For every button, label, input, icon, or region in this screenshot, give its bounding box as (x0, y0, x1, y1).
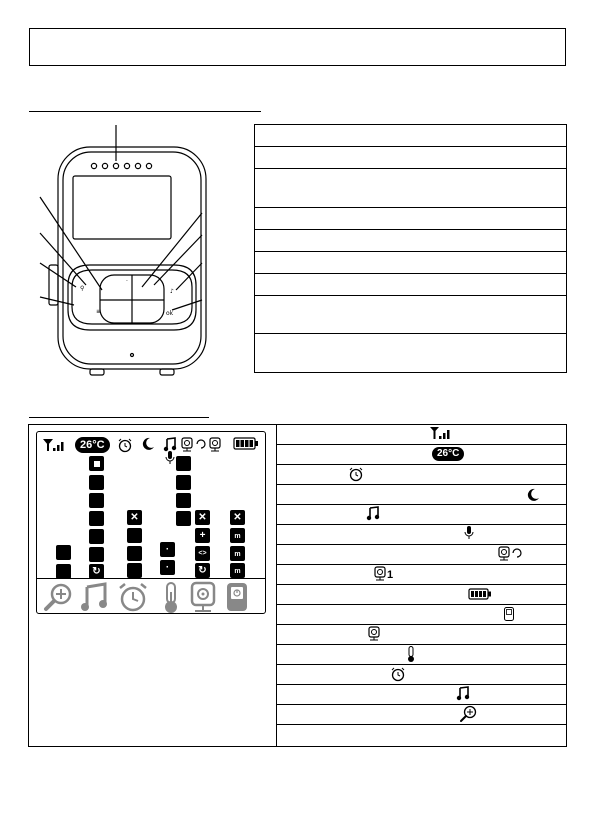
music-note-icon (366, 506, 380, 521)
moon-icon (526, 488, 540, 502)
volume-level-square (89, 493, 104, 508)
cycle-square: ↻ (89, 564, 104, 579)
table-row (255, 229, 566, 252)
table-row (255, 333, 566, 374)
mic-level-square (176, 493, 191, 508)
list-item (276, 665, 566, 685)
alarm-clock-icon (117, 581, 149, 613)
close-square: ✕ (195, 510, 210, 525)
thermometer-icon (406, 646, 416, 663)
signal-strength-icon (43, 438, 67, 452)
music-note-icon (163, 437, 177, 452)
volume-level-square (89, 511, 104, 526)
microphone-icon (464, 526, 474, 541)
parent-unit-illustration (30, 125, 252, 380)
m-square: m (230, 563, 245, 578)
table-row (255, 125, 566, 147)
alarm-clock-icon (348, 466, 364, 482)
list-item (276, 605, 566, 625)
list-item (276, 445, 566, 465)
m-square: m (230, 528, 245, 543)
table-row (255, 207, 566, 230)
list-item (276, 545, 566, 565)
list-item (276, 625, 566, 645)
parent-unit-icon (226, 582, 248, 612)
svg-text:ok: ok (166, 310, 174, 317)
svg-text:⚲: ⚲ (80, 285, 85, 292)
level-square (56, 545, 71, 560)
level-square (127, 546, 142, 561)
cycle-square: ↻ (195, 563, 210, 578)
table-row (255, 295, 566, 334)
moon-icon (141, 437, 155, 451)
mic-level-square (176, 511, 191, 526)
volume-level-square (89, 529, 104, 544)
swap-square: <> (195, 546, 210, 561)
signal-strength-icon (430, 426, 452, 440)
camera-icon (368, 626, 382, 642)
volume-level-square (89, 547, 104, 562)
music-note-icon (79, 582, 109, 612)
menu-divider (37, 578, 265, 579)
lcd-screen (36, 431, 266, 614)
mic-level-square (176, 475, 191, 490)
table-row (255, 251, 566, 274)
list-item (276, 505, 566, 525)
table-row (255, 168, 566, 208)
music-note-icon (456, 686, 470, 701)
microphone-icon (165, 451, 175, 465)
list-item (276, 485, 566, 505)
section-rule-display (29, 417, 209, 418)
level-square (127, 563, 142, 578)
camera-cycle-icon (181, 437, 209, 452)
parent-unit-icon (504, 607, 514, 621)
svg-text:♪: ♪ (170, 288, 174, 295)
battery-icon (468, 588, 492, 600)
icon-list (276, 425, 566, 747)
svg-text:≡: ≡ (96, 308, 102, 315)
plus-square: + (195, 528, 210, 543)
volume-level-square (89, 475, 104, 490)
camera-icon (209, 437, 223, 452)
list-item (276, 705, 566, 725)
mic-level-square (176, 456, 191, 471)
volume-level-square (89, 456, 104, 471)
battery-icon (233, 437, 259, 450)
svg-text:·: · (126, 278, 128, 285)
list-item (276, 725, 566, 745)
list-item (276, 525, 566, 545)
alarm-clock-icon (117, 437, 133, 453)
dot-square: · (160, 542, 175, 557)
section-rule-device (29, 111, 261, 112)
list-item (276, 585, 566, 605)
camera-icon (374, 566, 388, 582)
list-item (276, 465, 566, 485)
alarm-clock-icon (390, 666, 406, 682)
zoom-in-icon (43, 582, 75, 612)
table-row (255, 273, 566, 296)
zoom-in-icon (458, 705, 478, 723)
close-square: ✕ (230, 510, 245, 525)
close-square: ✕ (127, 510, 142, 525)
camera-number: 1 (387, 569, 394, 581)
level-square (127, 528, 142, 543)
list-item (276, 565, 566, 585)
temperature-badge: 26°C (432, 447, 464, 461)
thermometer-icon (161, 582, 181, 614)
list-item (276, 425, 566, 445)
level-square (56, 564, 71, 579)
camera-cycle-icon (498, 546, 524, 562)
parts-table (254, 124, 567, 373)
list-item (276, 645, 566, 665)
header-box (29, 28, 566, 66)
table-row (255, 146, 566, 169)
camera-icon (189, 581, 217, 613)
list-item (276, 685, 566, 705)
m-square: m (230, 546, 245, 561)
dot-square: · (160, 560, 175, 575)
temperature-badge: 26°C (75, 437, 110, 453)
